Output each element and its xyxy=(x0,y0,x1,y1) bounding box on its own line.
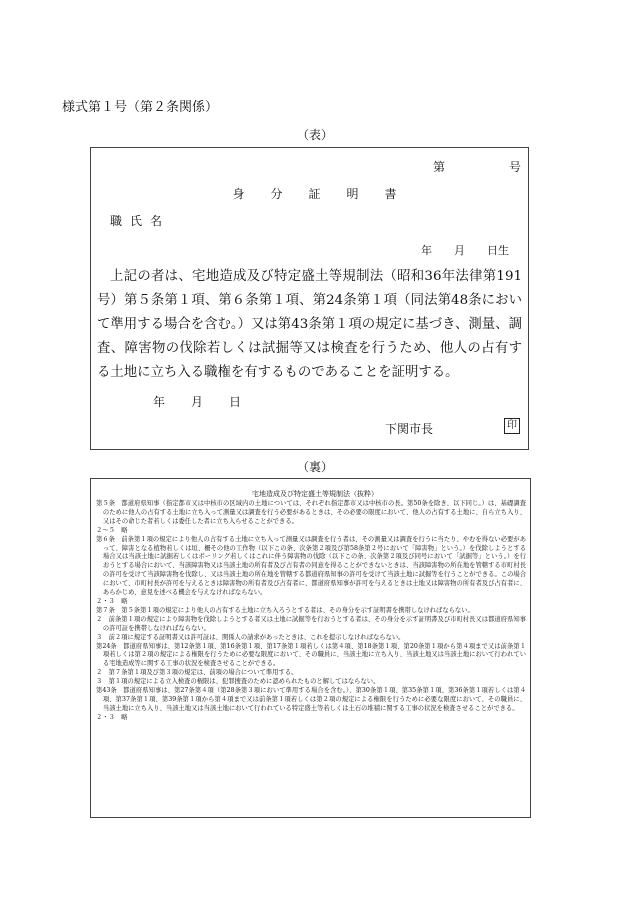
certificate-title xyxy=(0,185,629,202)
law-paragraph: ３ 前２項に規定する証明書又は許可証は、関係人の請求があったときは、これを提示しなければならない。 xyxy=(96,633,405,641)
law-paragraph: ２・３ 略 xyxy=(96,713,128,721)
number-suffix: 号 xyxy=(509,160,524,174)
seal-stamp-icon: 印 xyxy=(504,418,520,434)
title-and-name-label xyxy=(110,212,170,229)
title-char: 分 xyxy=(270,187,283,201)
front-caption: （表） xyxy=(296,128,333,142)
law-paragraph: 第５条 都道府県知事（指定都市又は中核市の区域内の土地については、それぞれ指定都市又は中核市の長。第50条を除き、以下同じ。）は、基礎調査のために他人の占有する土地に立ち入って測量又は調査を行う必要があるときは、その必要の限度において、他人の占有する土地に、自ら立ち入り、又はその命じた者若しくは委任した者に立ち入らせることができる。 xyxy=(96,500,526,525)
title-char: 明 xyxy=(346,187,359,201)
birth-date-label xyxy=(421,242,509,258)
issuer-name: 下関市長 xyxy=(385,422,434,436)
certificate-body: 上記の者は、宅地造成及び特定盛土等規制法（昭和36年法律第191号）第５条第１項、第６条第１項、第24条第１項（同法第48条において準用する場合を含む。）又は第43条第１項の規定に基づき、測量、調査、障害物の伐除若しくは試掘等又は検査を行うため、他人の占有する土地に立ち入る職権を有するものであることを証明する。 xyxy=(97,269,522,380)
name-label-char: 氏 xyxy=(130,214,143,228)
law-paragraph: 第６条 前条第１項の規定により他人の占有する土地に立ち入って測量又は調査を行う者は、その測量又は調査を行うに当たり、やむを得ない必要があって、障害となる植物若しくは垣、柵その他の工作物（以下この条、次条第２項及び第58条第２号において「障害物」という。）を伐除しようとする場合又は当該土地に試掘若しくはボーリング若しくはこれに伴う障害物の伐除（以下この条、次条第２項及び同号において「試掘等」という。）を行おうとする場合において、当該障害物又は当該土地の所有者及び占有者の同意を得ることができないときは、当該障害物の所在地を管轄する市町村長の許可を受けて当該障害物を伐除し、又は当該土地の所在地を管轄する都道府県知事の許可を受けて当該土地に試掘等を行うことができる。この場合において、市町村長が許可を与えるときは障害物の所有者及び占有者に、都道府県知事が許可を与えるときは土地又は障害物の所有者及び占有者に、あらかじめ、意見を述べる機会を与えなければならない。 xyxy=(96,535,527,597)
law-paragraph: ２・３ 略 xyxy=(96,597,128,605)
birth-month: 月 xyxy=(454,244,465,257)
title-char: 証 xyxy=(308,187,321,201)
law-paragraph: ２ 第７条第１項及び第３項の規定は、前項の場合について準用する。 xyxy=(96,669,298,677)
law-paragraph: 第７条 第５条第１項の規定により他人の占有する土地に立ち入ろうとする者は、その身分を示す証明書を携帯しなければならない。 xyxy=(96,606,474,614)
issue-day: 日 xyxy=(229,395,242,409)
law-paragraph: 第43条 都道府県知事は、第27条第４項（第28条第３項において準用する場合を含む。）、第30条第１項、第35条第１項、第36条第１項若しくは第４項、第37条第１項、第39条第１項から第４項まで又は前条第１項若しくは第２項の規定による権限を行うために必要な限度において、その職員に、当該土地に立ち入り、当該土地又は当該土地において行われている特定盛土等若しくは土石の堆積に関する工事の状況を検査させることができる。 xyxy=(96,687,526,712)
title-char: 書 xyxy=(384,187,397,201)
issue-year: 年 xyxy=(153,395,166,409)
law-paragraph: 第24条 都道府県知事は、第12条第１項、第16条第１項、第17条第１項若しくは第４項、第18条第１項、第20条第１項から第４項まで又は前条第１項若しくは第２項の規定による権限を行うために必要な限度において、その職員に、当該土地に立ち入り、当該土地又は当該土地において行われている宅地造成等に関する工事の状況を検査させることができる。 xyxy=(96,642,526,668)
law-paragraph: ２～５ 略 xyxy=(96,526,128,534)
law-paragraph: ３ 第１項の規定による立入検査の権限は、犯罪捜査のために認められたものと解してはならない。 xyxy=(96,678,380,686)
name-label-char: 名 xyxy=(150,214,163,228)
certificate-number-label xyxy=(433,158,523,175)
issue-month: 月 xyxy=(191,395,204,409)
issue-date xyxy=(153,393,267,410)
number-prefix: 第 xyxy=(433,160,448,174)
back-caption: （裏） xyxy=(296,460,333,474)
form-title: 様式第１号（第２条関係） xyxy=(62,100,219,115)
law-excerpt-text xyxy=(96,500,526,723)
title-char: 身 xyxy=(232,187,245,201)
law-excerpt-title: 宅地造成及び特定盛土等規制法（抜粋） xyxy=(252,490,378,498)
birth-year: 年 xyxy=(421,244,432,257)
birth-day: 日生 xyxy=(487,244,509,257)
law-paragraph: ２ 前条第１項の規定により障害物を伐除しようとする者又は土地に試掘等を行おうとする者は、その身分を示す証明書及び市町村長又は都道府県知事の許可証を携帯しなければならない。 xyxy=(96,615,526,632)
name-label-char: 職 xyxy=(110,214,123,228)
